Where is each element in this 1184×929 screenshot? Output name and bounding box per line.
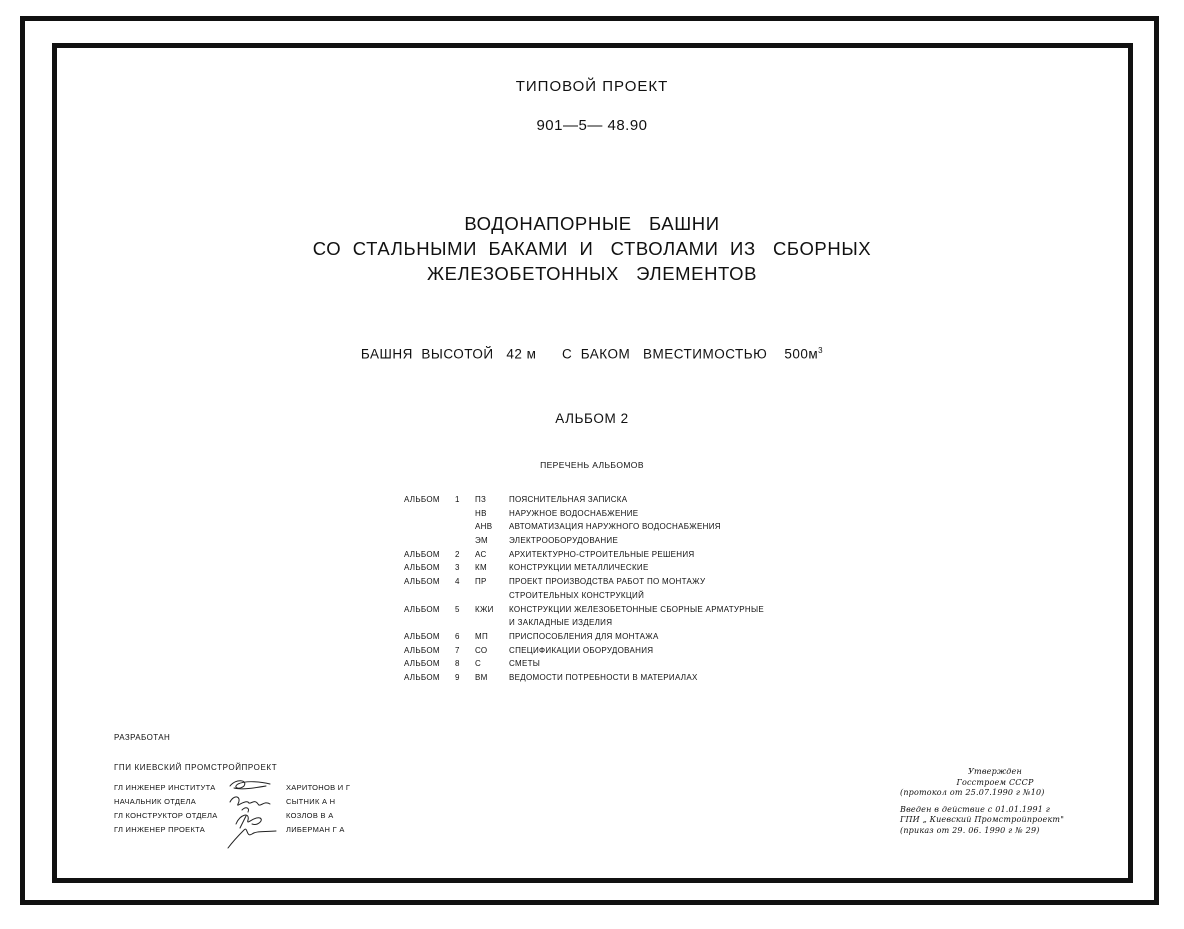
album-number: 6 [455, 631, 460, 641]
approval-line: (протокол от 25.07.1990 г №10) [900, 788, 1045, 798]
album-number: 1 [455, 495, 460, 504]
album-label: АЛЬБОМ [404, 631, 440, 641]
signatory-name: ЛИБЕРМАН Г А [286, 825, 345, 834]
album-number: 2 [455, 549, 460, 559]
album-number: 7 [455, 645, 460, 655]
album-label: АЛЬБОМ [404, 672, 440, 682]
handwritten-signatures [218, 776, 278, 850]
developer-organization: ГПИ КИЕВСКИЙ ПРОМСТРОЙПРОЕКТ [114, 763, 278, 772]
album-label: АЛЬБОМ [404, 495, 440, 504]
album-code: СО [475, 645, 488, 655]
album-description: ВЕДОМОСТИ ПОТРЕБНОСТИ В МАТЕРИАЛАХ [509, 672, 698, 682]
approval-line: Введен в действие с 01.01.1991 г [900, 804, 1051, 814]
album-number: 4 [455, 577, 460, 587]
album-code: ВМ [475, 672, 488, 682]
approval-line: Госстроем СССР [956, 777, 1034, 787]
album-number: 8 [455, 659, 460, 669]
album-description: ПРИСПОСОБЛЕНИЯ ДЛЯ МОНТАЖА [509, 631, 659, 641]
album-number: 5 [455, 604, 460, 614]
album-number: 3 [455, 563, 460, 573]
project-type-label: ТИПОВОЙ ПРОЕКТ [515, 78, 669, 95]
tower-spec [0, 346, 1184, 362]
album-code: КЖИ [475, 604, 494, 614]
approval-line: Утвержден [968, 767, 1022, 776]
project-title-line: ЖЕЛЕЗОБЕТОННЫХ ЭЛЕМЕНТОВ [426, 263, 758, 284]
signatory-name: СЫТНИК А Н [286, 797, 336, 806]
album-label: АЛЬБОМ [404, 645, 440, 655]
tower-height: 42 м [506, 346, 537, 362]
project-number: 901—5— 48.90 [536, 117, 648, 134]
album-description: СМЕТЫ [509, 659, 541, 669]
album-label: АЛЬБОМ [404, 549, 440, 559]
project-title-line: ВОДОНАПОРНЫЕ БАШНИ [464, 213, 720, 234]
signatory-name: ХАРИТОНОВ И Г [286, 783, 351, 792]
album-description: И ЗАКЛАДНЫЕ ИЗДЕЛИЯ [509, 618, 613, 628]
album-code: ПЗ [475, 495, 487, 504]
album-description: НАРУЖНОЕ ВОДОСНАБЖЕНИЕ [509, 508, 639, 518]
signatory-name: КОЗЛОВ В А [286, 811, 334, 820]
album-label: АЛЬБОМ [404, 563, 440, 573]
album-description: СТРОИТЕЛЬНЫХ КОНСТРУКЦИЙ [509, 590, 645, 600]
tank-volume-exponent: 3 [818, 346, 824, 355]
album-description: КОНСТРУКЦИИ МЕТАЛЛИЧЕСКИЕ [509, 563, 649, 573]
project-title [0, 211, 1184, 286]
album-description: КОНСТРУКЦИИ ЖЕЛЕЗОБЕТОННЫЕ СБОРНЫЕ АРМАТУРНЫЕ [509, 604, 765, 614]
album-list-heading: ПЕРЕЧЕНЬ АЛЬБОМОВ [540, 460, 644, 470]
album-code: С [475, 659, 482, 669]
album-code: НВ [475, 508, 487, 518]
developed-by-label: РАЗРАБОТАН [114, 733, 171, 742]
signatory-position: ГЛ ИНЖЕНЕР ПРОЕКТА [114, 825, 206, 834]
approval-line: ГПИ „ Киевский Промстройпроект" [900, 815, 1065, 825]
album-code: МП [475, 631, 489, 641]
album-description: ПРОЕКТ ПРОИЗВОДСТВА РАБОТ ПО МОНТАЖУ [509, 577, 706, 587]
album-code: АНВ [475, 522, 493, 532]
album-label: АЛЬБОМ [404, 577, 440, 587]
album-title: АЛЬБОМ 2 [555, 411, 629, 426]
approval-block [900, 767, 1090, 837]
album-code: ЭМ [475, 536, 489, 546]
album-number: 9 [455, 672, 460, 682]
album-description: АРХИТЕКТУРНО-СТРОИТЕЛЬНЫЕ РЕШЕНИЯ [509, 549, 695, 559]
album-label: АЛЬБОМ [404, 604, 440, 614]
signatory-position: ГЛ КОНСТРУКТОР ОТДЕЛА [114, 811, 218, 820]
album-description: ПОЯСНИТЕЛЬНАЯ ЗАПИСКА [509, 495, 628, 504]
album-description: АВТОМАТИЗАЦИЯ НАРУЖНОГО ВОДОСНАБЖЕНИЯ [509, 522, 721, 532]
signatory-position: ГЛ ИНЖЕНЕР ИНСТИТУТА [114, 783, 216, 792]
album-code: КМ [475, 563, 487, 573]
signatory-position: НАЧАЛЬНИК ОТДЕЛА [114, 797, 197, 806]
tank-volume: 500м [784, 346, 819, 362]
album-code: АС [475, 549, 487, 559]
album-code: ПР [475, 577, 487, 587]
album-description: СПЕЦИФИКАЦИИ ОБОРУДОВАНИЯ [509, 645, 654, 655]
project-title-line: СО СТАЛЬНЫМИ БАКАМИ И СТВОЛАМИ ИЗ СБОРНЫХ [312, 238, 872, 259]
tower-spec-prefix: БАШНЯ ВЫСОТОЙ [360, 346, 494, 362]
approval-line: (приказ от 29. 06. 1990 г № 29) [900, 825, 1040, 835]
album-description: ЭЛЕКТРООБОРУДОВАНИЕ [509, 536, 619, 546]
tower-spec-middle: С БАКОМ ВМЕСТИМОСТЬЮ [561, 346, 768, 362]
album-label: АЛЬБОМ [404, 659, 440, 669]
